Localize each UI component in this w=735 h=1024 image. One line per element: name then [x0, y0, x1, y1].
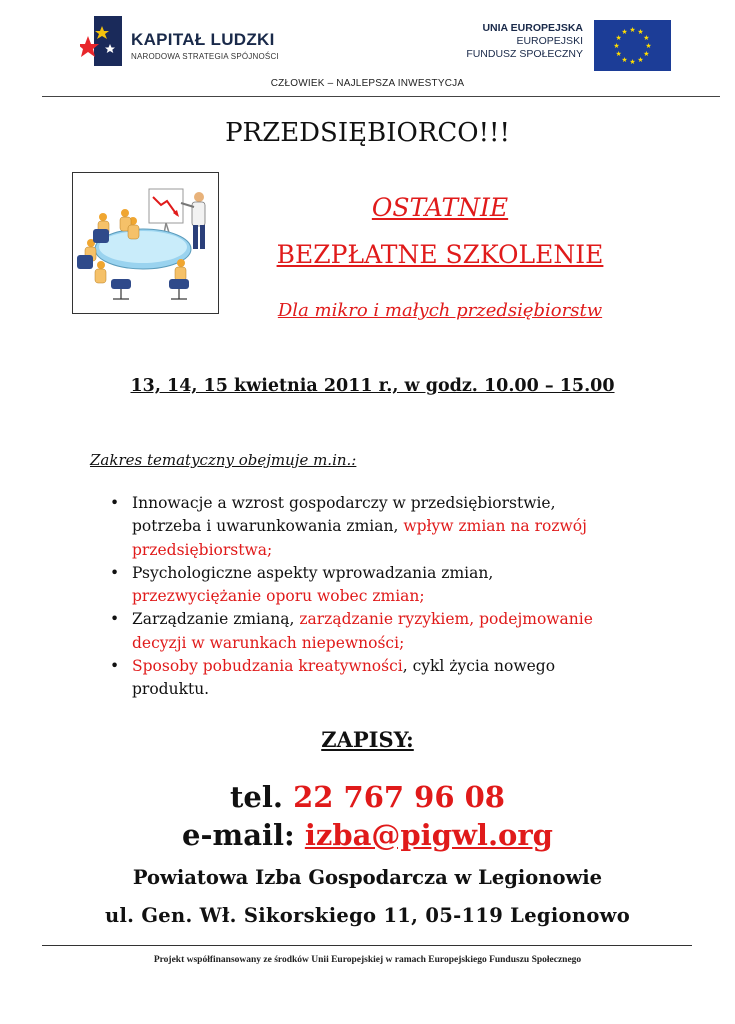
topic-text: Innowacje a wzrost gospodarczy w przedsiębiorstwie, — [132, 494, 556, 512]
topic-highlight: decyzji w warunkach niepewności; — [132, 633, 405, 652]
eu-star-icon: ★ — [615, 34, 622, 42]
offer-line-last: OSTATNIE — [371, 193, 509, 222]
topic-highlight: wpływ zmian na rozwój — [403, 517, 587, 536]
eu-text-block — [466, 22, 583, 61]
topic-highlight: zarządzanie ryzykiem, podejmowanie — [299, 610, 593, 629]
phone-number: 22 767 96 08 — [293, 780, 505, 814]
bullet-icon: • — [110, 494, 120, 512]
eu-star-icon: ★ — [643, 34, 650, 42]
registration-heading: ZAPISY: — [321, 727, 414, 752]
eu-line-3: FUNDUSZ SPOŁECZNY — [466, 48, 583, 60]
list-item — [108, 562, 648, 609]
topic-highlight: przezwyciężanie oporu wobec zmian; — [132, 587, 425, 606]
topic-highlight: przedsiębiorstwa; — [132, 540, 273, 559]
eu-star-icon: ★ — [645, 42, 652, 50]
phone-line — [0, 780, 735, 814]
list-item — [108, 655, 648, 702]
eu-star-icon: ★ — [629, 58, 636, 66]
organization-name: Powiatowa Izba Gospodarcza w Legionowie — [132, 866, 603, 889]
eu-star-icon: ★ — [621, 55, 628, 64]
topic-text: Psychologiczne aspekty wprowadzania zmian, — [132, 563, 494, 582]
offer-line-free-training: BEZPŁATNE SZKOLENIE — [276, 240, 604, 269]
offer-line-audience: Dla mikro i małych przedsiębiorstw — [277, 300, 603, 321]
eu-star-icon: ★ — [637, 28, 644, 37]
header-divider — [42, 96, 720, 97]
footer-note: Projekt współfinansowany ze środków Unii Europejskiej w ramach Europejskiego Funduszu Społecznego — [153, 955, 582, 965]
eu-star-icon: ★ — [621, 28, 628, 37]
eu-star-icon: ★ — [615, 50, 622, 58]
email-line — [0, 818, 735, 852]
tagline: CZŁOWIEK – NAJLEPSZA INWESTYCJA — [270, 78, 465, 89]
email-label: e-mail: — [182, 818, 305, 852]
email-link[interactable]: izba@pigwl.org — [304, 818, 553, 852]
eu-flag-icon — [594, 20, 671, 71]
topics-list — [108, 492, 648, 702]
organization-address: ul. Gen. Wł. Sikorskiego 11, 05-119 Legionowo — [104, 904, 631, 927]
topic-text: Zarządzanie zmianą, — [132, 610, 300, 629]
meeting-illustration — [72, 172, 219, 314]
eu-star-icon: ★ — [629, 26, 636, 34]
page-title: PRZEDSIĘBIORCO!!! — [225, 118, 510, 148]
topic-text: produktu. — [132, 680, 210, 699]
phone-label: tel. — [230, 780, 294, 814]
topic-text: , cykl życia nowego — [402, 657, 556, 676]
eu-line-1: UNIA EUROPEJSKA — [482, 22, 583, 34]
eu-star-icon: ★ — [637, 55, 644, 64]
list-item — [108, 608, 648, 655]
topic-text: potrzeba i uwarunkowania zmian, — [132, 517, 404, 536]
bullet-icon: • — [110, 563, 120, 582]
list-item — [108, 492, 648, 562]
kapital-ludzki-title: KAPITAŁ LUDZKI — [131, 30, 275, 49]
topics-intro: Zakres tematyczny obejmuje m.in.: — [90, 451, 357, 469]
training-dates: 13, 14, 15 kwietnia 2011 r., w godz. 10.00 – 15.00 — [130, 376, 615, 396]
eu-star-icon: ★ — [613, 42, 620, 50]
footer-divider — [42, 945, 692, 946]
bullet-icon: • — [110, 657, 120, 676]
bullet-icon: • — [110, 610, 120, 629]
kapital-ludzki-logo — [80, 16, 122, 66]
topic-highlight: Sposoby pobudzania kreatywności — [132, 657, 403, 676]
kapital-ludzki-subtitle: NARODOWA STRATEGIA SPÓJNOŚCI — [131, 52, 279, 61]
eu-line-2: EUROPEJSKI — [516, 35, 583, 47]
eu-star-icon: ★ — [643, 50, 650, 58]
